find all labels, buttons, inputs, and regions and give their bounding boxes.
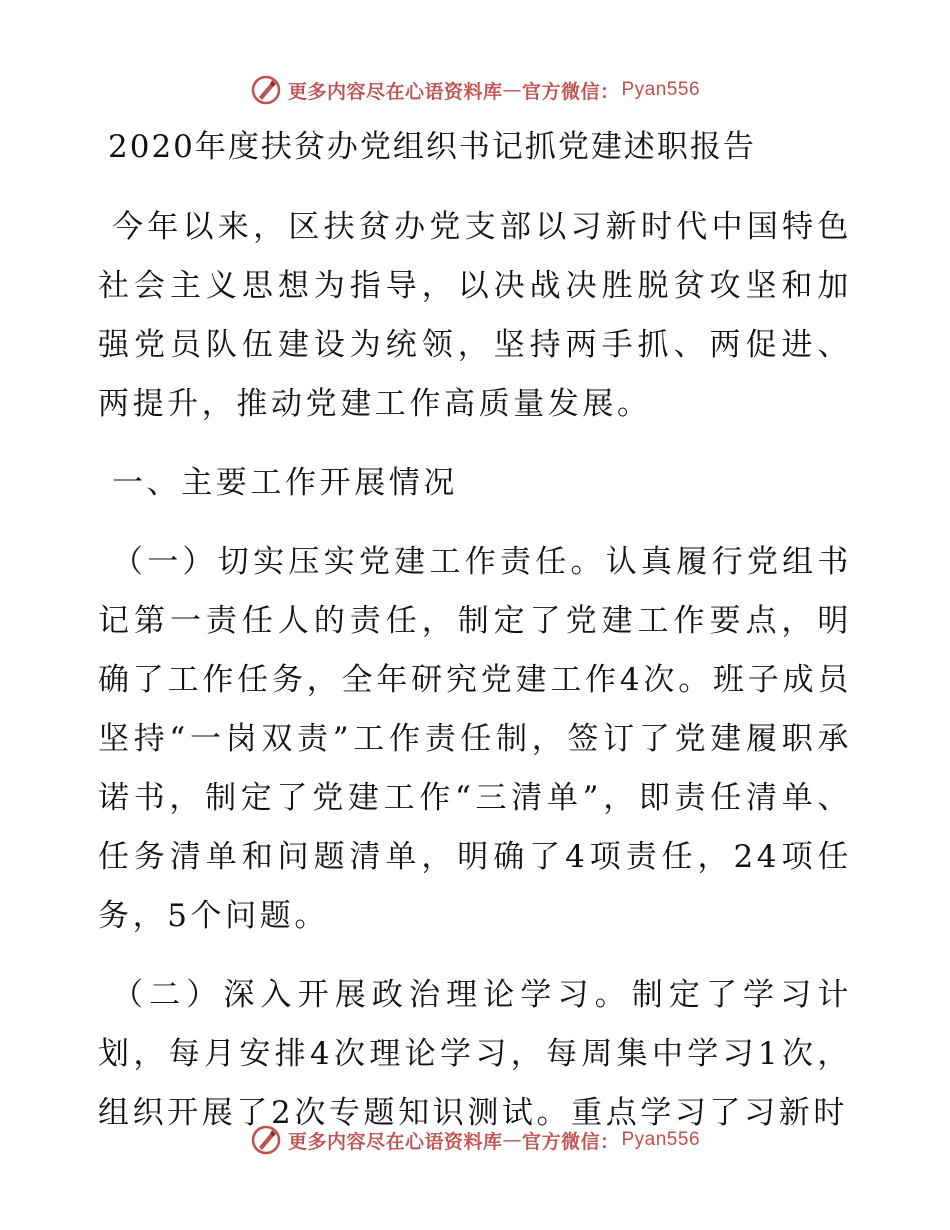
watermark-separator: — xyxy=(502,1129,522,1151)
document-body xyxy=(98,122,852,1143)
watermark-text: 更多内容尽在心语资料库 xyxy=(287,80,503,103)
pen-logo-icon xyxy=(250,74,282,106)
paragraph-study: （二）深入开展政治理论学习。制定了学习计划，每月安排4次理论学习，每周集中学习1次，组织开展了2次专题知识测试。重点学习了习新时 xyxy=(98,977,852,1131)
paragraph-intro: 今年以来，区扶贫办党支部以习新时代中国特色社会主义思想为指导，以决战决胜脱贫攻坚和加强党员队伍建设为统领，坚持两手抓、两促进、两提升，推动党建工作高质量发展。 xyxy=(98,209,852,422)
section-heading: 一、主要工作开展情况 xyxy=(112,465,458,501)
watermark-separator: — xyxy=(502,79,522,101)
watermark-text: 更多内容尽在心语资料库 xyxy=(287,1130,503,1153)
watermark-handle: Pyan556 xyxy=(621,1129,701,1150)
pen-logo-icon xyxy=(250,1124,282,1156)
watermark-header xyxy=(0,70,950,110)
watermark-suffix: 官方微信： xyxy=(521,1130,620,1153)
watermark-handle: Pyan556 xyxy=(621,79,701,100)
watermark-footer xyxy=(0,1120,950,1160)
watermark-suffix: 官方微信： xyxy=(521,80,620,103)
paragraph-responsibility: （一）切实压实党建工作责任。认真履行党组书记第一责任人的责任，制定了党建工作要点，明确了工作任务，全年研究党建工作4次。班子成员坚持“一岗双责”工作责任制，签订了党建履职承诺书，制定了党建工作“三清单”，即责任清单、任务清单和问题清单，明确了4项责任，24项任务，5个问题。 xyxy=(98,544,852,934)
document-title: 2020年度扶贫办党组织书记抓党建述职报告 xyxy=(108,129,756,165)
